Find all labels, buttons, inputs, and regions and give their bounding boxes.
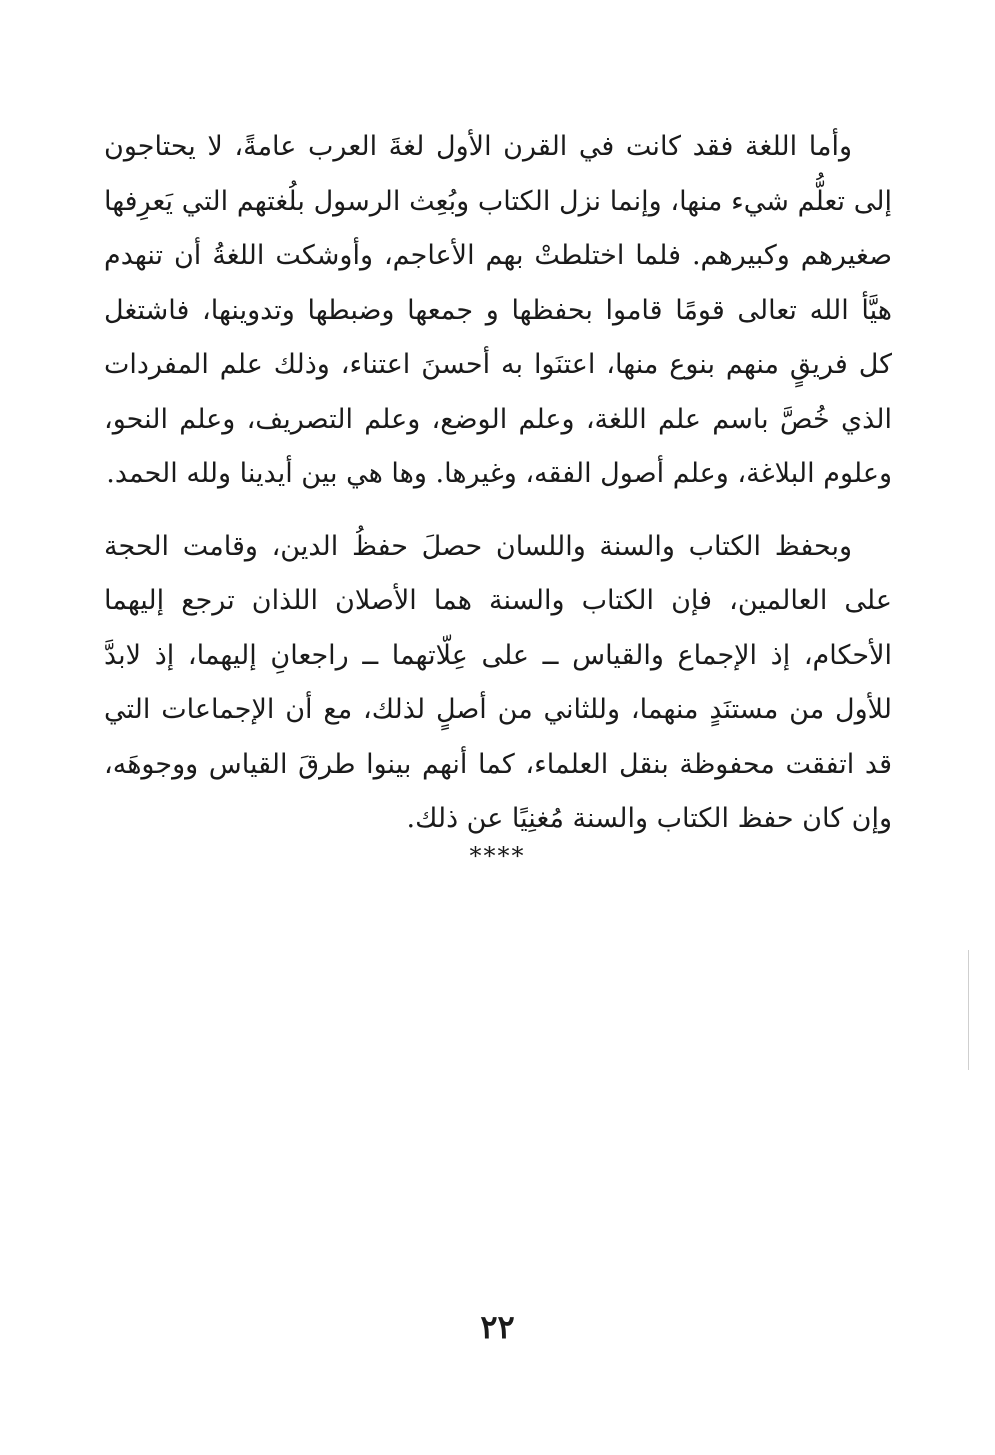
section-separator: **** — [469, 842, 526, 870]
paragraph-preservation: وبحفظ الكتاب والسنة واللسان حصلَ حفظُ الدين، وقامت الحجة على العالمين، فإن الكتاب والسنة هما الأصلان اللذان ترجع إليهما الأحكام، إذ الإجماع والقياس ــ على عِلّاتهما ــ راجعانِ إليهما، إذ لابدَّ للأول من مستنَدٍ منهما، وللثاني من أصلٍ لذلك، مع أن الإجماعات التي قد اتفقت محفوظة بنقل العلماء، كما أنهم بينوا طرقَ القياس ووجوهَه، وإن كان حفظ الكتاب والسنة مُغنِيًا عن ذلك. — [104, 530, 892, 834]
body-text — [104, 120, 892, 847]
scan-edge-mark — [968, 950, 969, 1070]
paragraph-language: وأما اللغة فقد كانت في القرن الأول لغةَ العرب عامةً، لا يحتاجون إلى تعلُّم شيء منها، وإنما نزل الكتاب وبُعِث الرسول بلُغتهم التي يَعرِفها صغيرهم وكبيرهم. فلما اختلطتْ بهم الأعاجم، وأوشكت اللغةُ أن تنهدم هيَّأ الله تعالى قومًا قاموا بحفظها و جمعها وضبطها وتدوينها، فاشتغل كل فريقٍ منهم بنوع منها، اعتنَوا به أحسنَ اعتناء، وذلك علم المفردات الذي خُصَّ باسم علم اللغة، وعلم الوضع، وعلم التصريف، وعلم النحو، وعلوم البلاغة، وعلم أصول الفقه، وغيرها. وها هي بين أيدينا ولله الحمد. — [104, 131, 892, 489]
page-number: ٢٢ — [480, 1308, 515, 1346]
